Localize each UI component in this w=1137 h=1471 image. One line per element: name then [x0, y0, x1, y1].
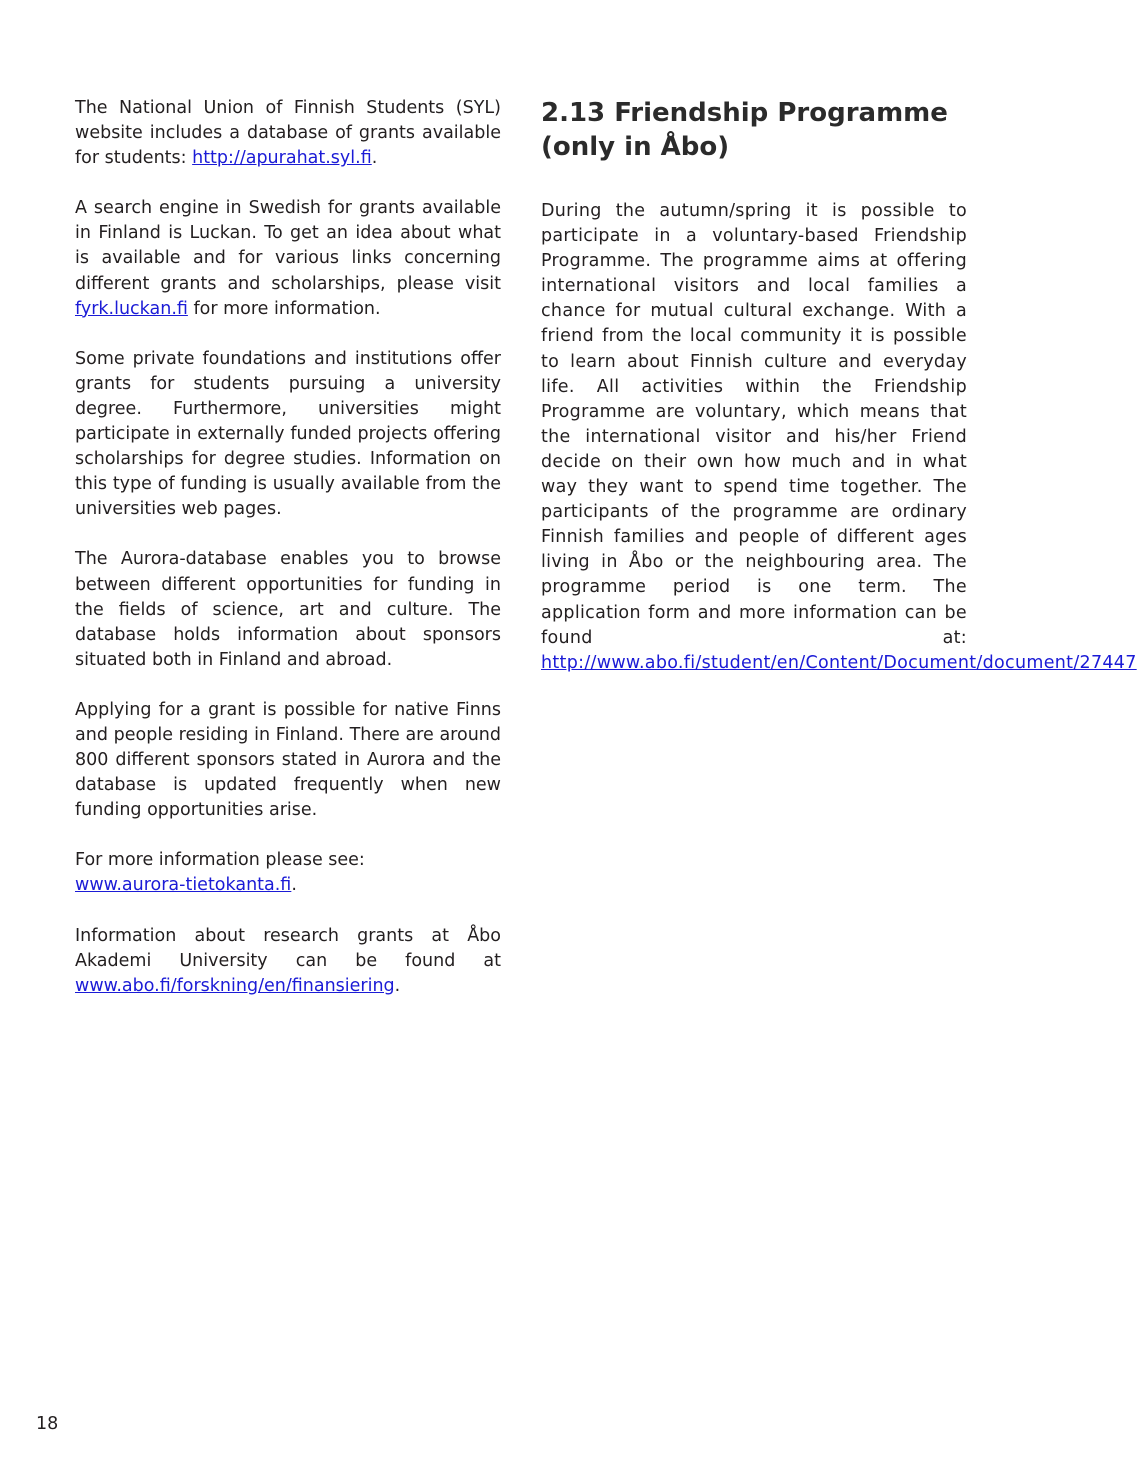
paragraph-syl: The National Union of Finnish Students (SYL) website includes a database of grants available for students: http://apurahat.syl.fi. — [75, 98, 501, 169]
paragraph-friendship-programme: During the autumn/spring it is possible to participate in a voluntary-based Friendship Programme. The programme aims at offering international visitors and local families a chance for mutual cultural exchange. With a friend from the local community it is possible to learn about Finnish culture and everyday life. All activities within the Friendship Programme are voluntary, which means that the international visitor and his/her Friend decide on their own how much and in what way they want to spend time together. The participants of the programme are ordinary Finnish families and people of different ages living in Åbo or the neighbouring area. The programme period is one term. The application form and more information can be found at: http://www.abo.fi/student/en/Content/Document/document/27447 — [541, 201, 1137, 673]
paragraph-more-info: For more information please see: www.aurora-tietokanta.fi. — [75, 850, 365, 896]
page-number: 18 — [36, 1414, 59, 1434]
right-column — [541, 96, 1137, 701]
link-apurahat-syl[interactable]: http://apurahat.syl.fi — [192, 148, 372, 169]
link-aurora-tietokanta[interactable]: www.aurora-tietokanta.fi — [75, 875, 292, 896]
paragraph-research-grants: Information about research grants at Åbo Akademi University can be found at www.abo.fi/forskning/en/finansiering. — [75, 925, 501, 996]
left-column — [75, 96, 501, 1024]
link-abo-student-document[interactable]: http://www.abo.fi/student/en/Content/Document/document/27447 — [541, 652, 1137, 673]
paragraph-private-foundations: Some private foundations and institutions offer grants for students pursuing a university degree. Furthermore, universities might participate in externally funded projects offering scholarships for degree studies. Information on this type of funding is usually available from the universities web pages. — [75, 348, 501, 520]
link-abo-forskning[interactable]: www.abo.fi/forskning/en/finansiering — [75, 975, 395, 996]
paragraph-luckan: A search engine in Swedish for grants available in Finland is Luckan. To get an idea about what is available and for various links concerning different grants and scholarships, please visit fyrk.luckan.fi for more information. — [75, 198, 501, 319]
paragraph-aurora-database: The Aurora-database enables you to browse between different opportunities for funding in the fields of science, art and culture. The database holds information about sponsors situated both in Finland and abroad. — [75, 549, 501, 670]
link-fyrk-luckan[interactable]: fyrk.luckan.fi — [75, 298, 188, 319]
paragraph-applying-grant: Applying for a grant is possible for native Finns and people residing in Finland. There are around 800 different sponsors stated in Aurora and the database is updated frequently when new funding opportunities arise. — [75, 699, 501, 821]
section-heading: 2.13 Friendship Programme (only in Åbo) — [541, 98, 948, 162]
